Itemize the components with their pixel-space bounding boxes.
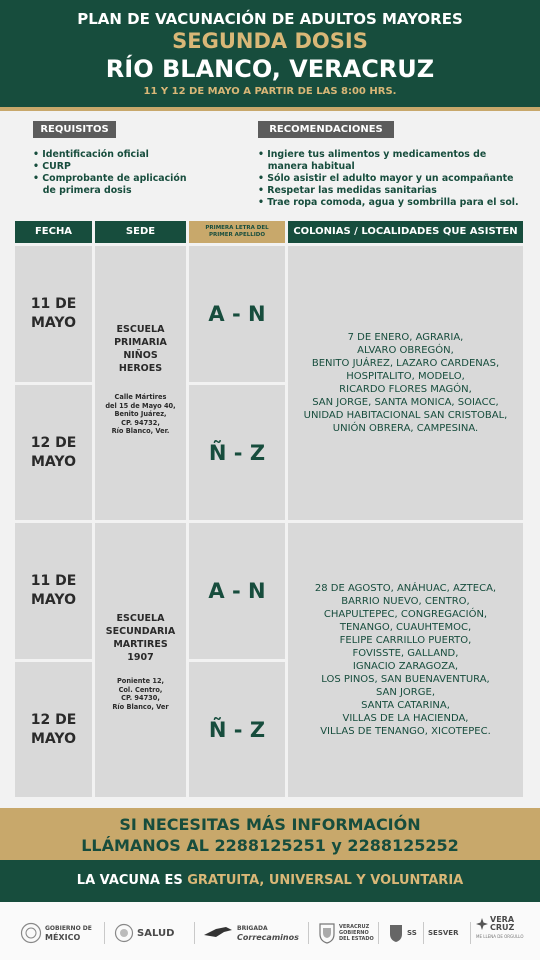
shield-icon xyxy=(20,922,42,944)
vacuna-banner xyxy=(0,860,540,902)
veracruz-gobierno-logo: VERACRUZ GOBIERNO DEL ESTADO xyxy=(318,919,374,947)
recomendacion-item: manera habitual xyxy=(258,161,355,172)
letter-range-cell: A - N xyxy=(189,523,285,659)
date-cell: 12 DE MAYO xyxy=(15,662,92,797)
colonias-cell: 28 DE AGOSTO, ANÁHUAC, AZTECA, BARRIO NUEVO, CENTRO, CHAPULTEPEC, CONGREGACIÓN, TENANGO, CUAUHTEMOC, FELIPE CARRILLO PUERTO, FOVISSTE, GALLAND, IGNACIO ZARAGOZA, LOS PINOS, SAN BUENAVENTURA, SAN JORGE, SANTA CATARINA, VILLAS DE LA HACIENDA, VILLAS DE TENANGO, XICOTEPEC. xyxy=(288,523,523,797)
sede-address: Poniente 12, Col. Centro, CP. 94730, Río Blanco, Ver xyxy=(112,677,169,711)
header-subtitle: SEGUNDA DOSIS xyxy=(172,29,368,53)
date-cell: 11 DE MAYO xyxy=(15,246,92,382)
header-title: PLAN DE VACUNACIÓN DE ADULTOS MAYORES xyxy=(77,10,463,28)
date-cell: 11 DE MAYO xyxy=(15,523,92,659)
requisito-item: de primera dosis xyxy=(33,185,132,196)
requisitos-list xyxy=(33,149,187,197)
info-banner xyxy=(0,808,540,860)
header-location: RÍO BLANCO, VERACRUZ xyxy=(105,55,435,83)
star-icon xyxy=(476,918,488,930)
header-banner xyxy=(0,0,540,108)
recomendaciones-title: RECOMENDACIONES xyxy=(258,121,394,138)
sesver-logo: SESVER xyxy=(428,928,459,937)
info-line: SI NECESITAS MÁS INFORMACIÓN xyxy=(119,815,421,834)
veracruz-logo: VERA CRUZ ME LLENA DE ORGULLO xyxy=(476,915,524,939)
brigada-correcaminos-logo: BRIGADA Correcaminos xyxy=(202,919,299,947)
info-phone-line: LLÁMANOS AL 2288125251 y 2288125252 xyxy=(81,836,459,855)
requisitos-title: REQUISITOS xyxy=(33,121,116,138)
recomendacion-item: • Ingiere tus alimentos y medicamentos de xyxy=(258,149,487,160)
header-colonias: COLONIAS / LOCALIDADES QUE ASISTEN xyxy=(288,221,523,243)
colonias-cell: 7 DE ENERO, AGRARIA, ALVARO OBREGÓN, BENITO JUÁREZ, LAZARO CARDENAS, HOSPITALITO, MODELO, RICARDO FLORES MAGÓN, SAN JORGE, SANTA MONICA, SOIACC, UNIDAD HABITACIONAL SAN CRISTOBAL, UNIÓN OBRERA, CAMPESINA. xyxy=(288,246,523,520)
roadrunner-icon xyxy=(202,923,234,943)
header-schedule: 11 Y 12 DE MAYO A PARTIR DE LAS 8:00 HRS. xyxy=(143,86,397,97)
footer-logos xyxy=(0,902,540,960)
recomendacion-item: • Respetar las medidas sanitarias xyxy=(258,185,437,196)
coat-of-arms-icon xyxy=(318,922,336,944)
letter-range-cell: Ñ - Z xyxy=(189,662,285,797)
recomendaciones-list xyxy=(258,149,519,209)
sede-name: ESCUELA SECUNDARIA MARTIRES 1907 xyxy=(105,613,176,663)
recomendacion-item: • Trae ropa comoda, agua y sombrilla para el sol. xyxy=(258,197,519,208)
sede-address: Calle Mártires del 15 de Mayo 40, Benito Juárez, CP. 94732, Río Blanco, Ver. xyxy=(105,393,176,435)
gobierno-mexico-logo: GOBIERNO DE MÉXICO xyxy=(20,919,92,947)
ss-logo: SS xyxy=(388,919,417,947)
requisito-item: • Identificación oficial xyxy=(33,149,149,160)
sede-cell xyxy=(95,523,186,797)
date-cell: 12 DE MAYO xyxy=(15,385,92,520)
recomendacion-item: • Sólo asistir el adulto mayor y un acompañante xyxy=(258,173,514,184)
letter-range-cell: A - N xyxy=(189,246,285,382)
header-fecha: FECHA xyxy=(15,221,92,243)
sede-cell xyxy=(95,246,186,520)
sede-name: ESCUELA PRIMARIA NIÑOS HEROES xyxy=(114,324,167,374)
header-sede: SEDE xyxy=(95,221,186,243)
requisito-item: • Comprobante de aplicación xyxy=(33,173,187,184)
requisito-item: • CURP xyxy=(33,161,71,172)
letter-range-cell: Ñ - Z xyxy=(189,385,285,520)
header-divider xyxy=(0,107,540,111)
ss-shield-icon xyxy=(388,923,404,943)
salud-logo: SALUD xyxy=(114,919,174,947)
seal-icon xyxy=(114,923,134,943)
vacuna-highlight: GRATUITA, UNIVERSAL Y VOLUNTARIA xyxy=(187,873,464,888)
vacuna-prefix: LA VACUNA ES xyxy=(76,873,188,888)
header-primera-letra: PRIMERA LETRA DEL PRIMER APELLIDO xyxy=(189,221,285,243)
